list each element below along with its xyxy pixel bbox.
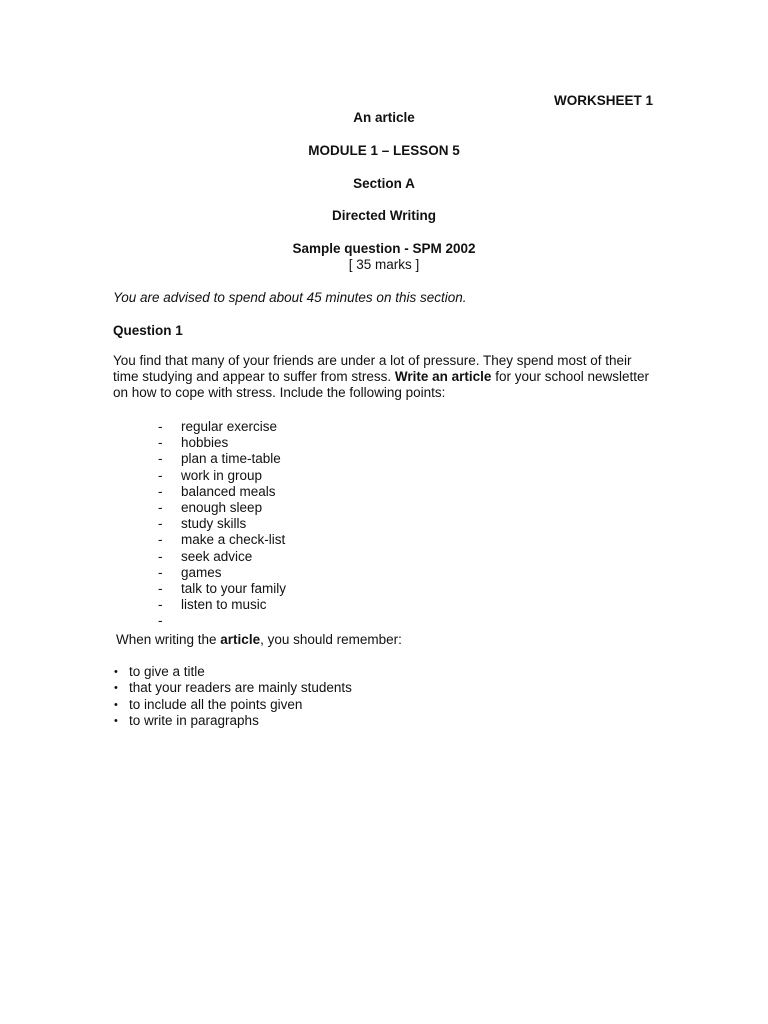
dash-marker: - [158, 419, 163, 434]
point-text: regular exercise [181, 419, 278, 434]
remember-instruction [116, 632, 402, 648]
point-text: make a check-list [181, 532, 286, 548]
dash-marker: - [158, 483, 163, 499]
point-text: games [181, 564, 222, 580]
reminder-text: that your readers are mainly students [129, 680, 352, 696]
section-heading: Section A [353, 176, 415, 191]
question-label: Question 1 [113, 323, 183, 338]
dash-marker: - [158, 451, 163, 467]
point-text: seek advice [181, 548, 253, 564]
module-heading: MODULE 1 – LESSON 5 [308, 143, 460, 158]
bullet-icon: • [114, 666, 118, 678]
bullet-icon: • [114, 682, 118, 695]
point-text: hobbies [181, 435, 229, 451]
dash-marker: - [158, 580, 163, 596]
sample-question-heading: Sample question - SPM 2002 [292, 241, 476, 256]
dash-marker: - [158, 435, 163, 451]
time-advice: You are advised to spend about 45 minutes on this section. [113, 290, 467, 305]
dash-marker: - [158, 564, 163, 580]
dash-marker: - [158, 499, 163, 515]
point-text: listen to music [181, 597, 267, 613]
remember-after: , you should remember: [260, 632, 402, 647]
point-text: plan a time-table [181, 451, 281, 467]
dash-marker: - [158, 532, 163, 548]
question-text-emphasis: Write an article [394, 369, 492, 384]
dash-marker: - [158, 548, 163, 564]
question-text [113, 353, 658, 401]
point-text: enough sleep [181, 499, 263, 515]
dash-marker: - [158, 516, 163, 532]
point-text: work in group [181, 467, 263, 483]
question-text-before: You find that many of your friends are under a lot of pressure. They spend most of their time studying and appear to suffer from stress. [113, 353, 632, 384]
dash-marker: - [158, 467, 163, 483]
marks-label: [ 35 marks ] [348, 257, 420, 272]
dash-marker: - [158, 597, 163, 613]
article-heading: An article [353, 110, 415, 125]
bullet-icon: • [114, 698, 118, 711]
point-text: balanced meals [181, 483, 276, 499]
point-text: talk to your family [181, 580, 287, 596]
remember-before: When writing the [116, 632, 221, 647]
reminder-text: to write in paragraphs [129, 713, 259, 729]
reminder-text: to include all the points given [129, 696, 303, 712]
bullet-icon: • [114, 715, 118, 728]
directed-writing-heading: Directed Writing [331, 208, 436, 223]
worksheet-label: WORKSHEET 1 [554, 93, 654, 108]
remember-emphasis: article [220, 632, 261, 647]
reminder-text: to give a title [129, 664, 205, 679]
question-text-after: for your school newsletter on how to cope with stress. Include the following points: [113, 369, 650, 400]
dash-marker: - [158, 613, 163, 629]
point-text: study skills [181, 516, 247, 532]
